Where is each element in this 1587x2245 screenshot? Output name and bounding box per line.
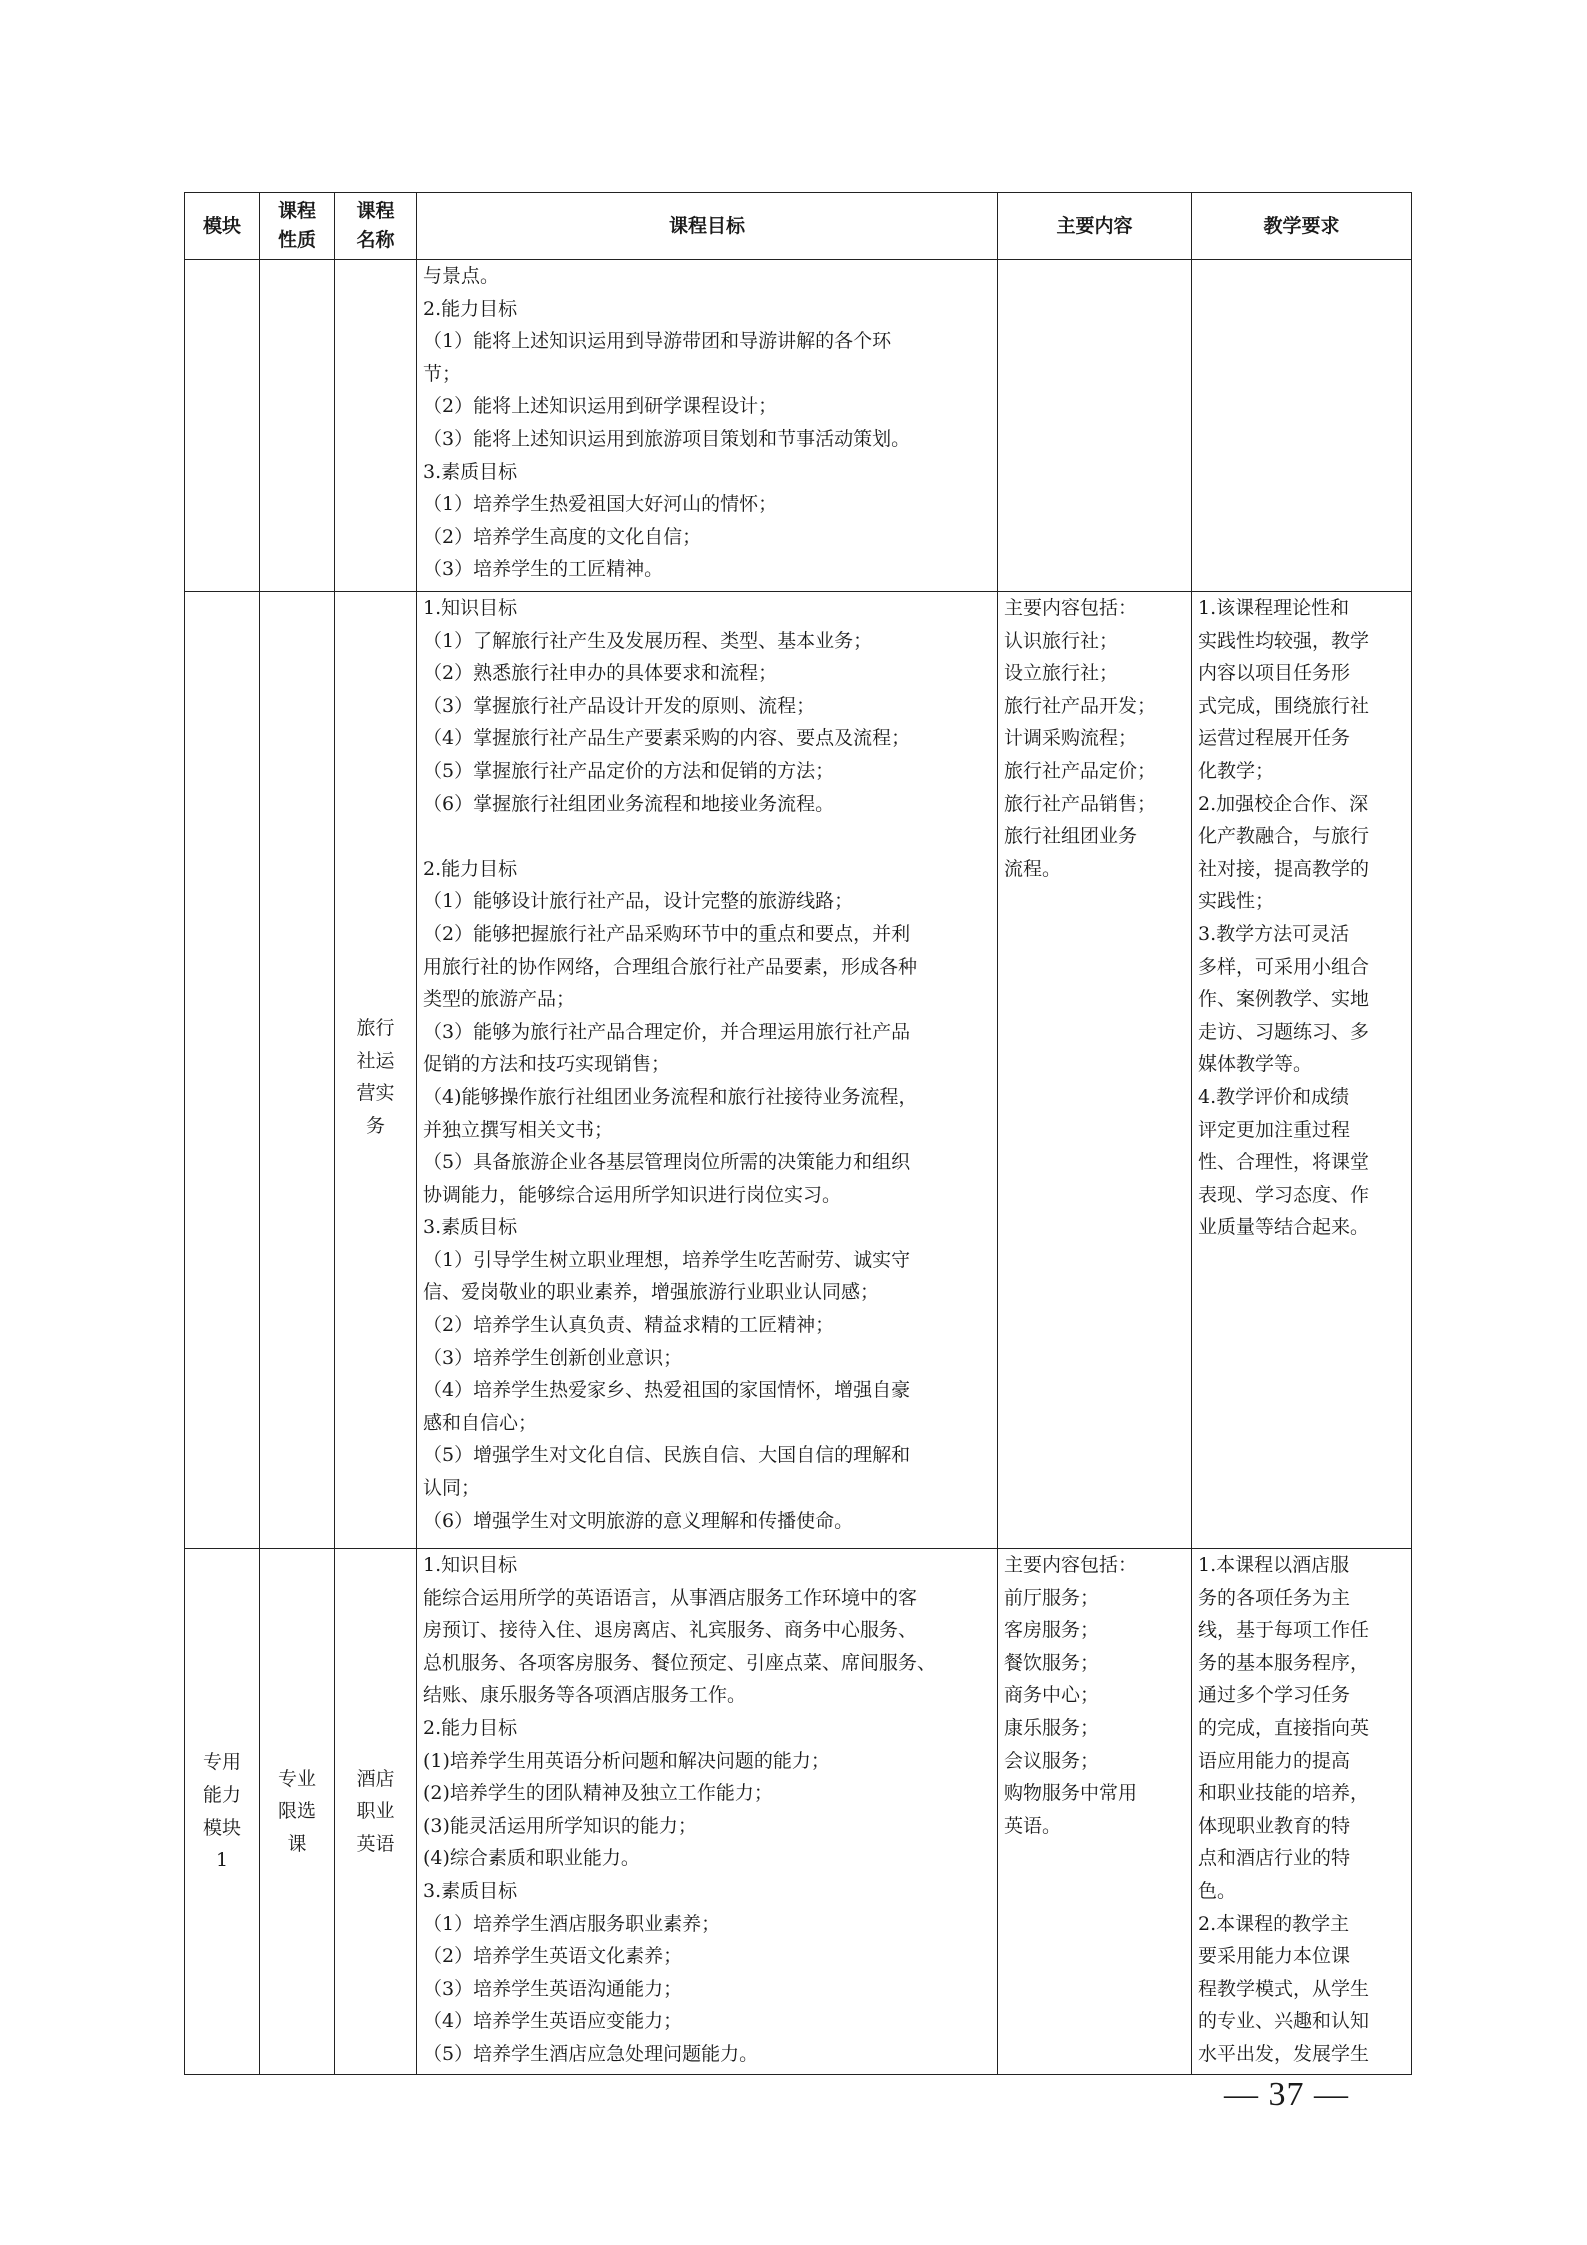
table-row [185,260,1412,592]
course-goals-cell: 1.知识目标 （1）了解旅行社产生及发展历程、类型、基本业务； （2）熟悉旅行社申办的具体要求和流程； （3）掌握旅行社产品设计开发的原则、流程； （4）掌握旅行社产品生产要素采购的内容、要点及流程； （5）掌握旅行社产品定价的方法和促销的方法； （6）掌握旅行社组团业务流程和地接业务流程。 2.能力目标 （1）能够设计旅行社产品，设计完整的旅游线路； （2）能够把握旅行社产品采购环节中的重点和要点，并利 用旅行社的协作网络，合理组合旅行社产品要素，形成各种 类型的旅游产品； （3）能够为旅行社产品合理定价，并合理运用旅行社产品 促销的方法和技巧实现销售； （4)能够操作旅行社组团业务流程和旅行社接待业务流程， 并独立撰写相关文书； （5）具备旅游企业各基层管理岗位所需的决策能力和组织 协调能力，能够综合运用所学知识进行岗位实习。 3.素质目标 （1）引导学生树立职业理想，培养学生吃苦耐劳、诚实守 信、爱岗敬业的职业素养，增强旅游行业职业认同感； （2）培养学生认真负责、精益求精的工匠精神； （3）培养学生创新创业意识； （4）培养学生热爱家乡、热爱祖国的家国情怀，增强自豪 感和自信心； （5）增强学生对文化自信、民族自信、大国自信的理解和 认同； （6）增强学生对文明旅游的意义理解和传播使命。 [417,592,998,1549]
table-header-row [185,193,1412,260]
header-course-goals: 课程目标 [417,193,998,260]
course-name-cell: 旅行 社运 营实 务 [335,592,417,1549]
table-row [185,592,1412,1549]
header-course-nature: 课程 性质 [260,193,335,260]
course-goals-cell: 与景点。 2.能力目标 （1）能将上述知识运用到导游带团和导游讲解的各个环 节； （2）能将上述知识运用到研学课程设计； （3）能将上述知识运用到旅游项目策划和节事活动策划。 3.素质目标 （1）培养学生热爱祖国大好河山的情怀； （2）培养学生高度的文化自信； （3）培养学生的工匠精神。 [417,260,998,592]
module-cell: 专用 能力 模块 1 [185,1549,260,2075]
header-module: 模块 [185,193,260,260]
main-content-cell [998,260,1192,592]
course-name-cell: 酒店 职业 英语 [335,1549,417,2075]
header-teaching-requirements: 教学要求 [1192,193,1412,260]
module-cell [185,592,260,1549]
course-goals-cell: 1.知识目标 能综合运用所学的英语语言，从事酒店服务工作环境中的客 房预订、接待入住、退房离店、礼宾服务、商务中心服务、 总机服务、各项客房服务、餐位预定、引座点菜、席间服务、 结账、康乐服务等各项酒店服务工作。 2.能力目标 (1)培养学生用英语分析问题和解决问题的能力； (2)培养学生的团队精神及独立工作能力； (3)能灵活运用所学知识的能力； (4)综合素质和职业能力。 3.素质目标 （1）培养学生酒店服务职业素养； （2）培养学生英语文化素养； （3）培养学生英语沟通能力； （4）培养学生英语应变能力； （5）培养学生酒店应急处理问题能力。 [417,1549,998,2075]
module-cell [185,260,260,592]
teaching-requirements-cell [1192,260,1412,592]
header-main-content: 主要内容 [998,193,1192,260]
course-nature-cell [260,260,335,592]
main-content-cell: 主要内容包括： 前厅服务； 客房服务； 餐饮服务； 商务中心； 康乐服务； 会议服务； 购物服务中常用 英语。 [998,1549,1192,2075]
table-row [185,1549,1412,2075]
course-nature-cell: 专业 限选 课 [260,1549,335,2075]
teaching-requirements-cell: 1.该课程理论性和 实践性均较强，教学 内容以项目任务形 式完成，围绕旅行社 运营过程展开任务 化教学； 2.加强校企合作、深 化产教融合，与旅行 社对接，提高教学的 实践性； 3.教学方法可灵活 多样，可采用小组合 作、案例教学、实地 走访、习题练习、多 媒体教学等。 4.教学评价和成绩 评定更加注重过程 性、合理性，将课堂 表现、学习态度、作 业质量等结合起来。 [1192,592,1412,1549]
main-content-cell: 主要内容包括： 认识旅行社； 设立旅行社； 旅行社产品开发； 计调采购流程； 旅行社产品定价； 旅行社产品销售； 旅行社组团业务 流程。 [998,592,1192,1549]
teaching-requirements-cell: 1.本课程以酒店服 务的各项任务为主 线，基于每项工作任 务的基本服务程序， 通过多个学习任务 的完成，直接指向英 语应用能力的提高 和职业技能的培养， 体现职业教育的特 点和酒店行业的特 色。 2.本课程的教学主 要采用能力本位课 程教学模式，从学生 的专业、兴趣和认知 水平出发，发展学生 [1192,1549,1412,2075]
course-nature-cell [260,592,335,1549]
header-course-name: 课程 名称 [335,193,417,260]
page-number: — 37 — [1224,2076,1349,2113]
course-name-cell [335,260,417,592]
curriculum-table [184,192,1412,2075]
